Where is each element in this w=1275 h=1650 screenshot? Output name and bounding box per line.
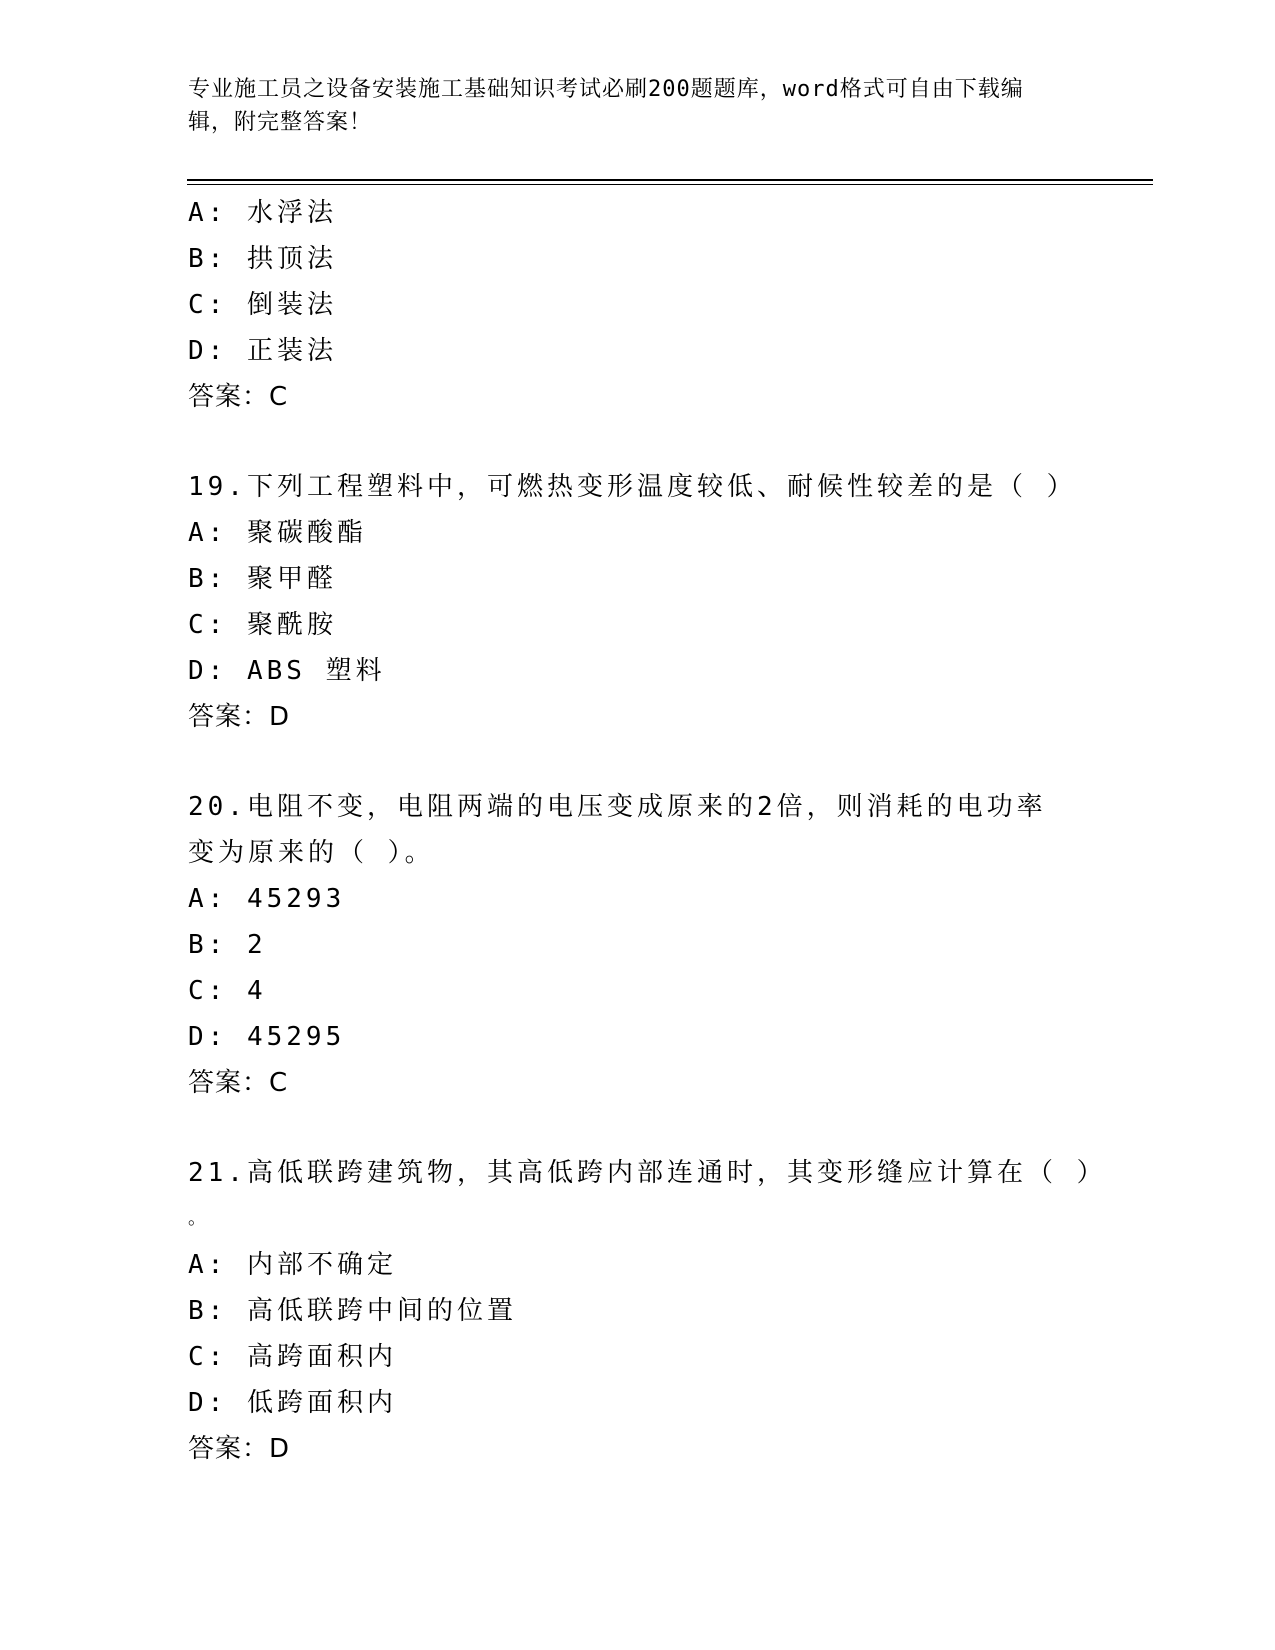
question-stem-continuation: 。 [188,1208,210,1229]
option-c: C: 4 [188,976,267,1006]
option-d: D: 正装法 [188,336,337,366]
option-a: A: 水浮法 [188,198,337,228]
option-a: A: 45293 [188,884,346,914]
option-d: D: ABS 塑料 [188,656,386,686]
option-c: C: 高跨面积内 [188,1342,397,1372]
question-stem: 19.下列工程塑料中，可燃热变形温度较低、耐候性较差的是（ ） [188,472,1077,502]
option-d: D: 45295 [188,1022,346,1052]
option-b: B: 拱顶法 [188,244,337,274]
option-c: C: 聚酰胺 [188,610,337,640]
header-rule-thick [187,179,1153,181]
option-a: A: 内部不确定 [188,1250,397,1280]
question-block-19 [188,464,1088,740]
question-block-21 [188,1150,1107,1472]
header-rule-thin [187,184,1153,185]
option-b: B: 聚甲醛 [188,564,337,594]
question-block-18 [188,190,1088,420]
question-list [188,190,1107,1472]
option-d: D: 低跨面积内 [188,1388,397,1418]
document-header: 专业施工员之设备安装施工基础知识考试必刷200题题库，word格式可自由下载编辑，附完整答案！ [188,77,1024,135]
question-stem: 21.高低联跨建筑物，其高低跨内部连通时，其变形缝应计算在（ ） [188,1158,1107,1188]
question-block-20 [188,784,1088,1106]
answer-line: 答案：D [188,702,291,732]
answer-line: 答案：D [188,1434,291,1464]
option-a: A: 聚碳酸酯 [188,518,367,548]
answer-line: 答案：C [188,1068,289,1098]
option-c: C: 倒装法 [188,290,337,320]
option-b: B: 高低联跨中间的位置 [188,1296,517,1326]
option-b: B: 2 [188,930,267,960]
question-stem: 20.电阻不变，电阻两端的电压变成原来的2倍，则消耗的电功率变为原来的（ ）。 [188,792,1047,868]
answer-line: 答案：C [188,382,289,412]
